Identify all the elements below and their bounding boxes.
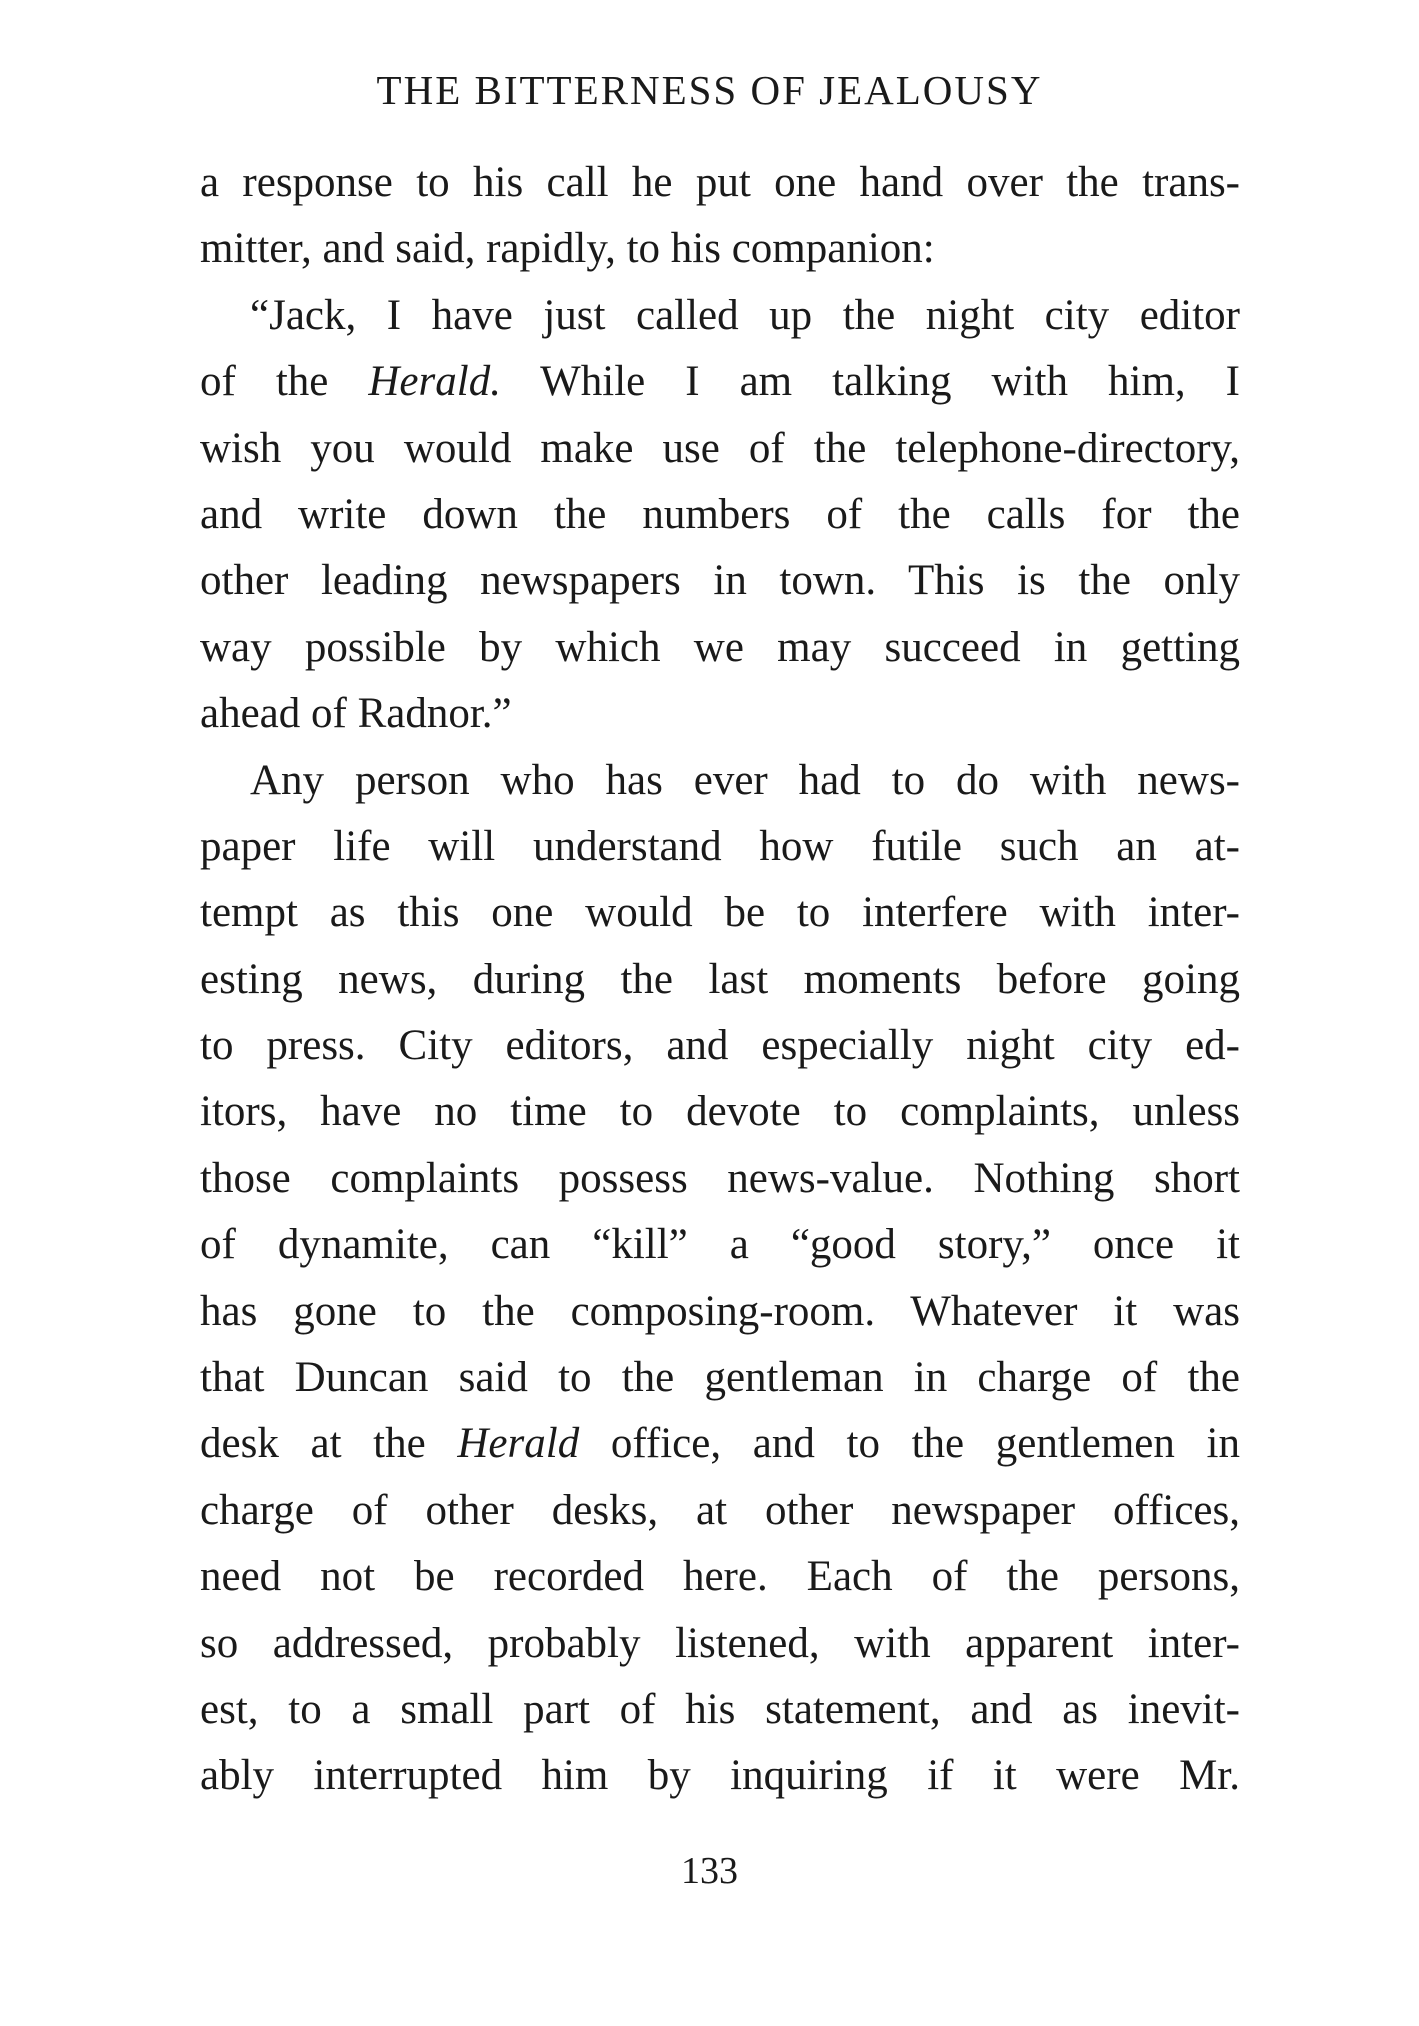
text-segment: has gone to the composing-room. Whatever it was bbox=[200, 1287, 1240, 1335]
text-segment: est, to a small part of his statement, and as inevit- bbox=[200, 1685, 1240, 1733]
text-line bbox=[200, 1345, 1240, 1411]
text-segment: desk at the bbox=[200, 1420, 458, 1468]
text-line bbox=[200, 814, 1240, 880]
text-segment: way possible by which we may succeed in getting bbox=[200, 623, 1240, 671]
italic-text-segment: Herald bbox=[457, 1420, 580, 1468]
text-line bbox=[200, 615, 1240, 681]
text-line bbox=[200, 1079, 1240, 1145]
text-segment: wish you would make use of the telephone-directory, bbox=[200, 424, 1240, 472]
text-segment: office, and to the gentlemen in bbox=[579, 1420, 1240, 1468]
text-segment: paper life will understand how futile such an at- bbox=[200, 822, 1240, 870]
text-segment: While I am talking with him, I bbox=[500, 358, 1240, 406]
text-line bbox=[200, 216, 1240, 282]
text-line bbox=[200, 482, 1240, 548]
text-segment: a response to his call he put one hand over the trans- bbox=[200, 159, 1240, 206]
text-line bbox=[200, 880, 1240, 946]
text-line bbox=[200, 150, 1240, 216]
text-segment: other leading newspapers in town. This is the only bbox=[200, 557, 1240, 605]
text-segment: need not be recorded here. Each of the persons, bbox=[200, 1553, 1240, 1601]
text-segment: ably interrupted him by inquiring if it were Mr. bbox=[200, 1752, 1240, 1800]
text-line bbox=[200, 1544, 1240, 1610]
text-line bbox=[200, 1013, 1240, 1079]
text-segment: that Duncan said to the gentleman in charge of the bbox=[200, 1354, 1240, 1402]
body-text bbox=[200, 150, 1240, 1810]
text-line bbox=[200, 1212, 1240, 1278]
text-segment: of dynamite, can “kill” a “good story,” once it bbox=[200, 1221, 1240, 1269]
text-segment: to press. City editors, and especially night city ed- bbox=[200, 1022, 1240, 1070]
text-segment: tempt as this one would be to interfere with inter- bbox=[200, 889, 1240, 937]
text-line bbox=[200, 416, 1240, 482]
text-segment: and write down the numbers of the calls for the bbox=[200, 490, 1240, 538]
text-segment: charge of other desks, at other newspaper offices, bbox=[200, 1486, 1240, 1534]
text-line bbox=[200, 681, 1240, 747]
text-segment: so addressed, probably listened, with apparent inter- bbox=[200, 1619, 1240, 1667]
text-segment: “Jack, I have just called up the night city editor bbox=[250, 291, 1240, 339]
text-segment: Any person who has ever had to do with news- bbox=[250, 756, 1240, 804]
text-line bbox=[200, 947, 1240, 1013]
text-line bbox=[200, 1743, 1240, 1809]
text-segment: esting news, during the last moments before going bbox=[200, 955, 1240, 1003]
text-line bbox=[200, 1279, 1240, 1345]
text-line bbox=[200, 349, 1240, 415]
text-line bbox=[200, 748, 1240, 814]
text-segment: of the bbox=[200, 358, 369, 406]
running-head: THE BITTERNESS OF JEALOUSY bbox=[376, 67, 1043, 113]
text-line bbox=[200, 548, 1240, 614]
text-line bbox=[200, 283, 1240, 349]
text-line bbox=[200, 1478, 1240, 1544]
text-line bbox=[200, 1611, 1240, 1677]
text-segment: ahead of Radnor.” bbox=[200, 690, 512, 738]
text-line bbox=[200, 1146, 1240, 1212]
text-segment: mitter, and said, rapidly, to his companion: bbox=[200, 225, 935, 273]
page-number: 133 bbox=[681, 1850, 738, 1892]
text-line bbox=[200, 1677, 1240, 1743]
text-segment: itors, have no time to devote to complaints, unless bbox=[200, 1088, 1240, 1136]
text-line bbox=[200, 1411, 1240, 1477]
italic-text-segment: Herald. bbox=[368, 358, 501, 406]
text-segment: those complaints possess news-value. Nothing short bbox=[200, 1154, 1240, 1202]
